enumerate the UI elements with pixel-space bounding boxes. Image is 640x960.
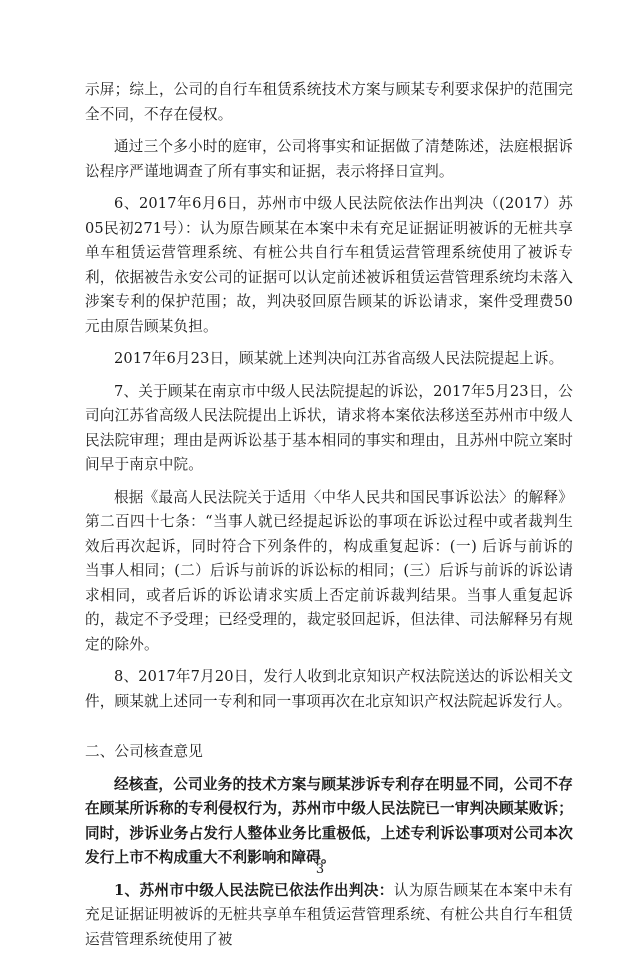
paragraph-appeal: 2017年6月23日，顾某就上述判决向江苏省高级人民法院提起上诉。 [114, 350, 564, 367]
paragraph-hearing: 通过三个多小时的庭审，公司将事实和证据做了清楚陈述，法庭根据诉讼程序严谨地调查了所有事实和证据，表示将择日宣判。 [85, 138, 573, 180]
paragraph-item-7: 7、关于顾某在南京市中级人民法院提起的诉讼，2017年5月23日，公司向江苏省高级人民法院提出上诉状，请求将本案依法移送至苏州市中级人民法院审理；理由是两诉讼基于基本相同的事实和理由，且苏州中院立案时间早于南京中院。 [85, 382, 573, 473]
paragraph-item-8: 8、2017年7月20日，发行人收到北京知识产权法院送达的诉讼相关文件，顾某就上述同一专利和同一事项再次在北京知识产权法院起诉发行人。 [85, 668, 573, 710]
paragraph-conclusion: 示屏；综上，公司的自行车租赁系统技术方案与顾某专利要求保护的范围完全不同，不存在侵权。 [85, 81, 573, 123]
document-body [85, 78, 573, 960]
paragraph-opinion: 经核查，公司业务的技术方案与顾某涉诉专利存在明显不同，公司不存在顾某所诉称的专利侵权行为，苏州市中级人民法院已一审判决顾某败诉；同时，涉诉业务占发行人整体业务比重极低，上述专利诉讼事项对公司本次发行上市不构成重大不利影响和障碍。 [85, 775, 573, 866]
section-heading: 二、公司核查意见 [85, 743, 203, 760]
page-number: 3 [315, 862, 325, 877]
item-1-text: 认为原告顾某在本案中未有充足证据证明被诉的无桩共享单车租赁运营管理系统、有桩公共自行车租赁运营管理系统使用了被 [85, 881, 573, 948]
paragraph-item-6: 6、2017年6月6日，苏州市中级人民法院依法作出判决（(2017）苏05民初271号）：认为原告顾某在本案中未有充足证据证明被诉的无桩共享单车租赁运营管理系统、有桩公共自行车租赁运营管理系统使用了被诉专利，依据被告永安公司的证据可以认定前述被诉租赁运营管理系统均未落入涉案专利的保护范围；故，判决驳回原告顾某的诉讼请求，案件受理费50元由原告顾某负担。 [85, 195, 573, 335]
paragraph-legal-basis: 根据《最高人民法院关于适用〈中华人民共和国民事诉讼法〉的解释》第二百四十七条：“当事人就已经提起诉讼的事项在诉讼过程中或者裁判生效后再次起诉，同时符合下列条件的，构成重复起诉：(一) 后诉与前诉的当事人相同；(二）后诉与前诉的诉讼标的相同；(三）后诉与前诉的诉讼请求相同，或者后诉的诉讼请求实质上否定前诉裁判结果。当事人重复起诉的，裁定不予受理；已经受理的，裁定驳回起诉，但法律、司法解释另有规定的除外。 [85, 488, 573, 653]
paragraph-item-1 [85, 879, 573, 953]
item-1-lead: 1、苏州市中级人民法院已依法作出判决： [114, 881, 394, 899]
